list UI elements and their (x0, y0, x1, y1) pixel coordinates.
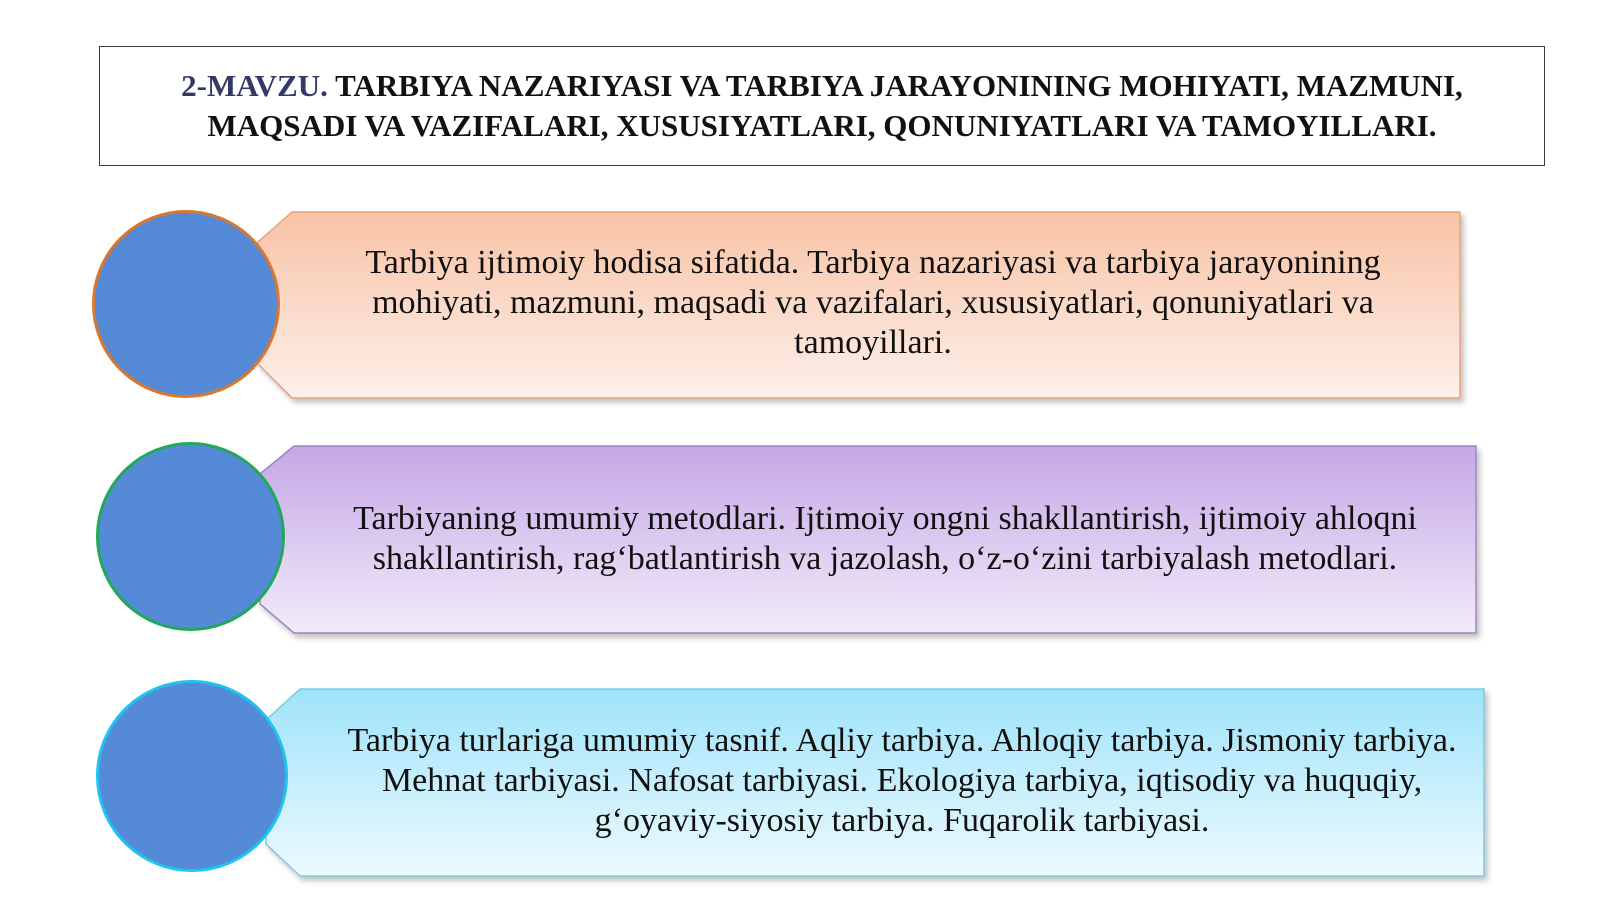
topic-item-3-text: Tarbiya turlariga umumiy tasnif. Aqliy tarbiya. Ahloqiy tarbiya. Jismoniy tarbiya. Mehnat tarbiyasi. Nafosat tarbiyasi. Ekologiya tarbiya, iqtisodiy va huquqiy, g‘oyaviy-siyosiy tarbiya. Fuqarolik tarbiyasi. (347, 722, 1457, 839)
slide-title-text: TARBIYA NAZARIYASI VA TARBIYA JARAYONINING MOHIYATI, MAZMUNI, MAQSADI VA VAZIFALARI, XUSUSIYATLARI, QONUNIYATLARI VA TAMOYILLARI. (207, 68, 1463, 143)
slide-title-prefix: 2-MAVZU. (181, 68, 328, 103)
topic-item-3-circle (96, 680, 288, 872)
topic-item-2-text: Tarbiyaning umumiy metodlari. Ijtimoiy ongni shakllantirish, ijtimoiy ahloqni shakllantirish, rag‘batlantirish va jazolash, o‘z-o‘zini tarbiyalash metodlari. (353, 500, 1417, 577)
topic-item-1-text: Tarbiya ijtimoiy hodisa sifatida. Tarbiya nazariyasi va tarbiya jarayonining mohiyati, mazmuni, maqsadi va vazifalari, xususiyatlari, qonuniyatlari va tamoyillari. (365, 244, 1381, 361)
